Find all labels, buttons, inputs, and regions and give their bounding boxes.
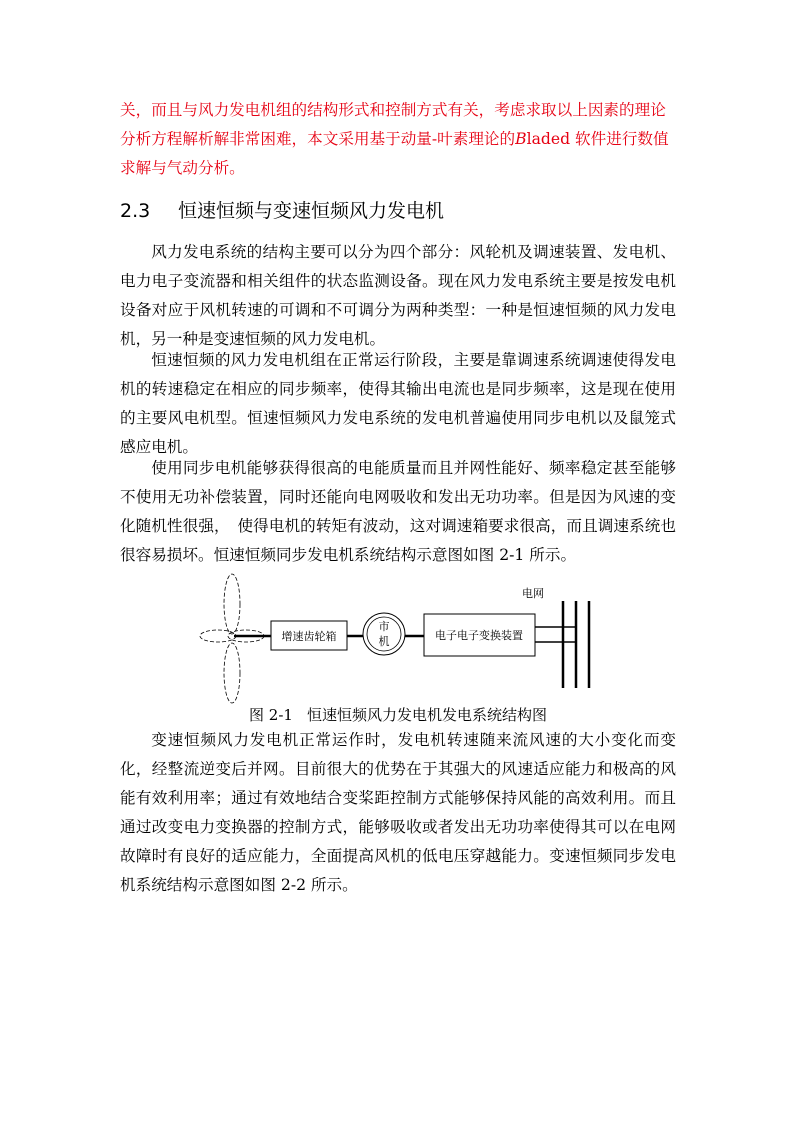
red-line-3: 求解与气动分析。 bbox=[120, 159, 245, 177]
red-line-2: 分析方程解析解非常困难，本文采用基于动量-叶素理论的 bbox=[120, 130, 516, 148]
generator-label-bottom: 机 bbox=[378, 635, 390, 648]
red-line-2-end: 软件进行数值 bbox=[570, 130, 669, 148]
converter-label: 电子电子变换装置 bbox=[435, 629, 523, 642]
section-title: 恒速恒频与变速恒频风力发电机 bbox=[178, 200, 445, 222]
figure-caption bbox=[120, 702, 676, 728]
gearbox-label: 增速齿轮箱 bbox=[281, 630, 337, 643]
blade-bottom-icon bbox=[224, 643, 240, 703]
paragraph-3: 使用同步电机能够获得很高的电能质量而且并网性能好、频率稳定甚至能够不使用无功补偿装置，同时还能向电网吸收和发出无功功率。但是因为风速的变化随机性很强， 使得电机的转矩有波动，这对调速箱要求很高，而且调速系统也很容易损坏。恒速恒频同步发电机系统结构示意图如图 2-1 所示。 bbox=[120, 459, 676, 564]
generator-label-top: 市 bbox=[378, 620, 390, 633]
grid-label: 电网 bbox=[522, 587, 544, 600]
paragraph-4: 变速恒频风力发电机正常运作时，发电机转速随来流风速的大小变化而变化，经整流逆变后并网。目前很大的优势在于其强大的风速适应能力和极高的风能有效利用率；通过有效地结合变桨距控制方式能够保持风能的高效利用。而且通过改变电力变换器的控制方式，能够吸收或者发出无功功率使得其可以在电网故障时有良好的适应能力，全面提高风机的低电压穿越能力。变速恒频同步发电机系统结构示意图如图 2-2 所示。 bbox=[120, 731, 676, 894]
caption-text: 恒速恒频风力发电机发电系统结构图 bbox=[306, 706, 547, 724]
caption-number: 图 2-1 bbox=[249, 706, 293, 724]
red-line-1: 关，而且与风力发电机组的结构形式和控制方式有关，考虑求取以上因素的理论 bbox=[120, 101, 666, 119]
paragraph-2: 恒速恒频的风力发电机组在正常运行阶段，主要是靠调速系统调速使得发电机的转速稳定在相应的同步频率，使得其输出电流也是同步频率，这是现在使用的主要风电机型。恒速恒频风力发电系统的发电机普遍使用同步电机以及鼠笼式感应电机。 bbox=[120, 351, 676, 456]
blade-top-icon bbox=[224, 574, 240, 634]
section-number: 2.3 bbox=[120, 200, 151, 222]
bladed-rest: laded bbox=[526, 130, 571, 148]
bladed-initial: B bbox=[515, 130, 527, 148]
blade-left-icon bbox=[200, 630, 236, 642]
paragraph-1: 风力发电系统的结构主要可以分为四个部分：风轮机及调速装置、发电机、电力电子变流器和相关组件的状态监测设备。现在风力发电系统主要是按发电机设备对应于风机转速的可调和不可调分为两种类型：一种是恒速恒频的风力发电机，另一种是变速恒频的风力发电机。 bbox=[120, 243, 676, 348]
